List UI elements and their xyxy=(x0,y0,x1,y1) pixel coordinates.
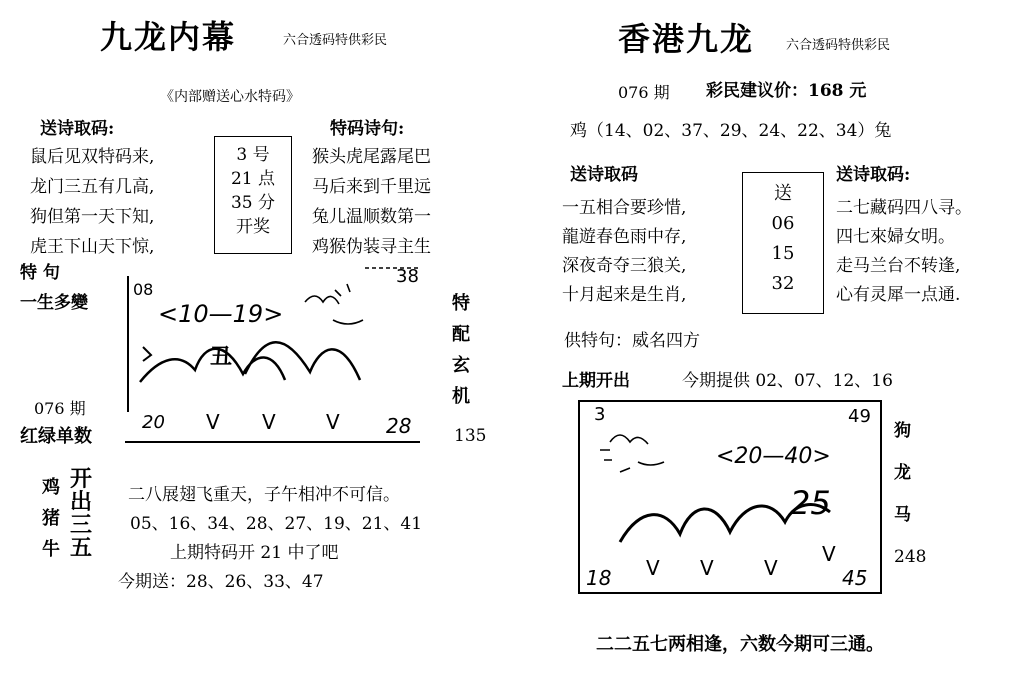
right-sketch-arrow: V xyxy=(646,556,660,580)
mountain-scribble xyxy=(140,342,360,382)
left-right-number: 135 xyxy=(454,426,487,446)
open-char: 出 xyxy=(70,489,93,515)
riddle-line: 鸡猴伪装寻主生 xyxy=(312,237,431,257)
poem-line: 鼠后见双特码来, xyxy=(30,147,155,167)
today-send: 今期送：28、26、33、47 xyxy=(118,572,324,592)
open-three-five xyxy=(70,468,92,560)
right-sketch-bottom-right: 45 xyxy=(842,566,868,590)
left-title: 九龙内幕 xyxy=(100,18,237,56)
right-title: 香港九龙 xyxy=(618,20,755,58)
right-subtitle: 六合透码特供彩民 xyxy=(786,38,891,53)
poem-line: 深夜奇夺三狼关, xyxy=(562,256,687,276)
send-number: 15 xyxy=(771,243,795,264)
right-sketch-top-right: 49 xyxy=(848,406,871,427)
left-tagline: 《内部赠送心水特码》 xyxy=(160,89,300,105)
right-period: 076 期 xyxy=(618,83,670,102)
side-char: 配 xyxy=(452,324,470,345)
poem-line: 龍遊春色雨中存, xyxy=(562,227,687,247)
poem-line: 二七藏码四八寻。 xyxy=(836,198,972,218)
riddle-line: 马后来到千里远 xyxy=(312,177,431,197)
left-sketch-top-left: 08 xyxy=(133,280,154,299)
left-verse: 二八展翅飞重天，子午相冲不可信。 xyxy=(128,485,400,505)
open-char: 五 xyxy=(70,535,93,561)
dash-marks xyxy=(600,450,612,460)
zodiac-chicken: 鸡 xyxy=(42,477,60,498)
right-sketch-range: <20—40> xyxy=(716,444,831,469)
left-sketch-bottom-left: 20 xyxy=(142,412,165,433)
left-period: 076 期 xyxy=(34,399,86,418)
right-side-vertical xyxy=(894,410,926,578)
poem-line: 龙门三五有几高, xyxy=(30,177,155,197)
poem-line: 走马兰台不转逢, xyxy=(836,256,961,276)
send-number: 06 xyxy=(771,213,795,234)
right-sketch-arrow: V xyxy=(822,542,836,566)
left-sketch-range: <10—19> xyxy=(158,300,284,328)
open-char: 开 xyxy=(70,466,93,492)
draw-time-box xyxy=(214,136,292,254)
right-sketch-top-left: 3 xyxy=(594,404,606,425)
riddle-line: 猴头虎尾露尾巴 xyxy=(312,147,431,167)
left-sketch-arrow: V xyxy=(262,410,276,434)
side-char: 机 xyxy=(452,386,470,407)
left-subtitle: 六合透码特供彩民 xyxy=(283,33,388,48)
last-open: 上期开出 xyxy=(562,371,630,391)
left-side-vertical xyxy=(452,288,470,412)
special-label: 特 句 xyxy=(20,263,60,283)
zodiac-ox: 牛 xyxy=(42,539,60,560)
open-char: 三 xyxy=(70,512,93,538)
sun-scribble xyxy=(610,435,664,472)
poem-line: 虎王下山天下惊, xyxy=(30,237,155,257)
send-label: 送 xyxy=(774,183,792,204)
send-box xyxy=(742,172,824,314)
right-footer: 二二五七两相逢，六数今期可三通。 xyxy=(596,634,884,655)
side-char: 马 xyxy=(894,505,911,525)
right-poem xyxy=(562,194,686,310)
side-number: 248 xyxy=(894,547,927,567)
right-sketch-bottom-left: 18 xyxy=(586,566,612,590)
left-sketch-top-right: 38 xyxy=(396,266,419,287)
left-poem-header: 送诗取码: xyxy=(40,119,115,139)
last-hit: 上期特码开 21 中了吧 xyxy=(170,543,339,563)
right-poem-header: 送诗取码 xyxy=(570,165,638,185)
right-sketch-arrow: V xyxy=(700,556,714,580)
right-poem2 xyxy=(836,194,972,310)
poem-line: 四七來婦女明。 xyxy=(836,227,955,247)
riddle-line: 兔儿温顺数第一 xyxy=(312,207,431,227)
draw-minute: 35 分 xyxy=(230,193,276,213)
poem-line: 十月起来是生肖, xyxy=(562,285,687,305)
left-sketch-arrow: V xyxy=(206,410,220,434)
send-number: 32 xyxy=(771,273,795,294)
red-green-label: 红绿单数 xyxy=(20,426,92,447)
draw-number: 3 号 xyxy=(236,145,270,165)
left-sketch-arrow: V xyxy=(326,410,340,434)
special-phrase: 一生多變 xyxy=(20,293,88,313)
draw-hour: 21 点 xyxy=(230,169,276,189)
poem-line: 心有灵犀一点通. xyxy=(836,285,961,305)
poem-line: 狗但第一天下知, xyxy=(30,207,155,227)
left-numbers: 05、16、34、28、27、19、21、41 xyxy=(130,514,423,534)
poem-line: 一五相合要珍惜, xyxy=(562,198,687,218)
right-sketch-arrow: V xyxy=(764,556,778,580)
side-char: 玄 xyxy=(452,355,470,376)
chicken-line: 鸡（14、02、37、29、24、22、34）兔 xyxy=(570,121,892,141)
left-sketch-middle: 丑 xyxy=(210,344,233,370)
left-riddle xyxy=(312,142,431,262)
supply-special: 供特句：威名四方 xyxy=(564,331,700,351)
price: 彩民建议价：168 元 xyxy=(706,81,867,101)
left-sketch-bottom-right: 28 xyxy=(386,414,412,438)
side-char: 狗 xyxy=(894,421,911,441)
sun-scribble xyxy=(305,284,363,324)
draw-label: 开奖 xyxy=(236,217,270,237)
right-poem2-header: 送诗取码: xyxy=(836,165,911,185)
left-riddle-header: 特码诗句: xyxy=(330,119,405,139)
today-supply: 今期提供 02、07、12、16 xyxy=(682,371,893,391)
tick-mark xyxy=(143,347,151,361)
zodiac-pig: 猪 xyxy=(42,508,60,529)
right-sketch-big: 25 xyxy=(790,484,831,522)
left-poem xyxy=(30,142,154,262)
side-char: 龙 xyxy=(894,463,911,483)
side-char: 特 xyxy=(452,293,470,314)
zodiac-column xyxy=(42,472,60,565)
